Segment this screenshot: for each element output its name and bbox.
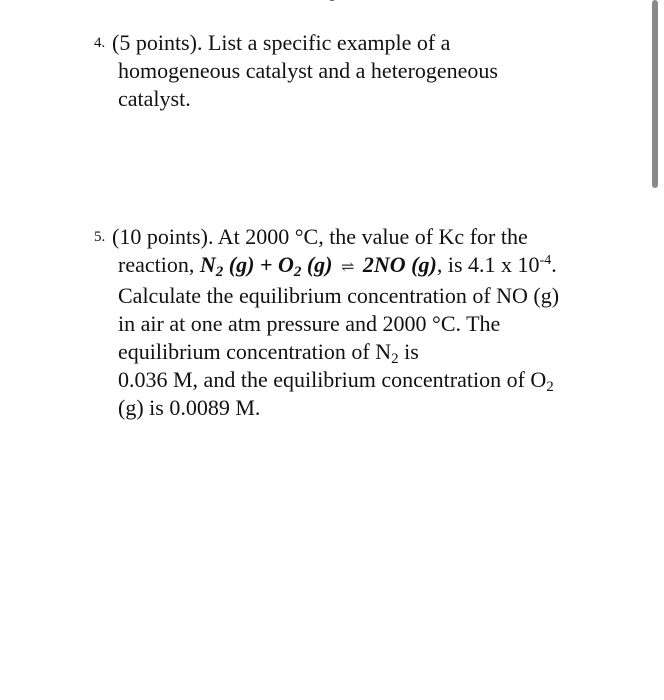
equation-product: 2NO (g): [357, 252, 437, 277]
equilibrium-arrow-icon: ⇌: [341, 259, 355, 276]
kc-value-text: , is 4.1 x 10: [436, 252, 540, 277]
chemical-equation: [199, 252, 437, 280]
o2-concentration-text: 0.036 M, and the equilibrium concentration of O: [118, 367, 547, 392]
clipped-glyph: [330, 0, 334, 1]
reaction-line: [112, 251, 594, 282]
oxygen-symbol: O: [277, 252, 294, 277]
question-line: (g) is 0.0089 M.: [118, 395, 261, 420]
n2-subscript: 2: [391, 351, 399, 367]
question-4: [94, 29, 594, 113]
nitrogen-symbol: N: [199, 252, 216, 277]
clipped-text-fragment: [0, 0, 664, 4]
reaction-prefix: reaction,: [118, 252, 200, 277]
nitrogen-subscript: 2: [215, 264, 224, 280]
question-5: [94, 223, 594, 422]
question-line: (5 points). List a specific example of a: [112, 30, 451, 55]
n2-concentration-text: equilibrium concentration of N: [118, 339, 392, 364]
question-line: (10 points). At 2000 °C, the value of Kc for the: [112, 224, 528, 249]
question-line: homogeneous catalyst and a heterogeneous: [118, 58, 498, 83]
oxygen-subscript: 2: [293, 264, 302, 280]
equation-part: (g) +: [223, 252, 278, 277]
question-text: [112, 29, 594, 113]
question-text: [112, 223, 594, 422]
equation-part: (g): [301, 252, 338, 277]
kc-exponent: -4: [539, 253, 552, 268]
question-line: Calculate the equilibrium concentration of NO (g): [118, 283, 560, 308]
sentence-end: .: [551, 252, 557, 277]
question-number: 4.: [94, 35, 106, 51]
question-line: catalyst.: [118, 86, 191, 111]
question-number: 5.: [94, 229, 106, 245]
question-line: in air at one atm pressure and 2000 °C. The: [118, 311, 501, 336]
question-line: [112, 338, 594, 366]
question-line: [112, 366, 594, 394]
o2-subscript: 2: [546, 379, 554, 395]
n2-concentration-suffix: is: [398, 339, 419, 364]
vertical-scrollbar[interactable]: [652, 0, 658, 188]
